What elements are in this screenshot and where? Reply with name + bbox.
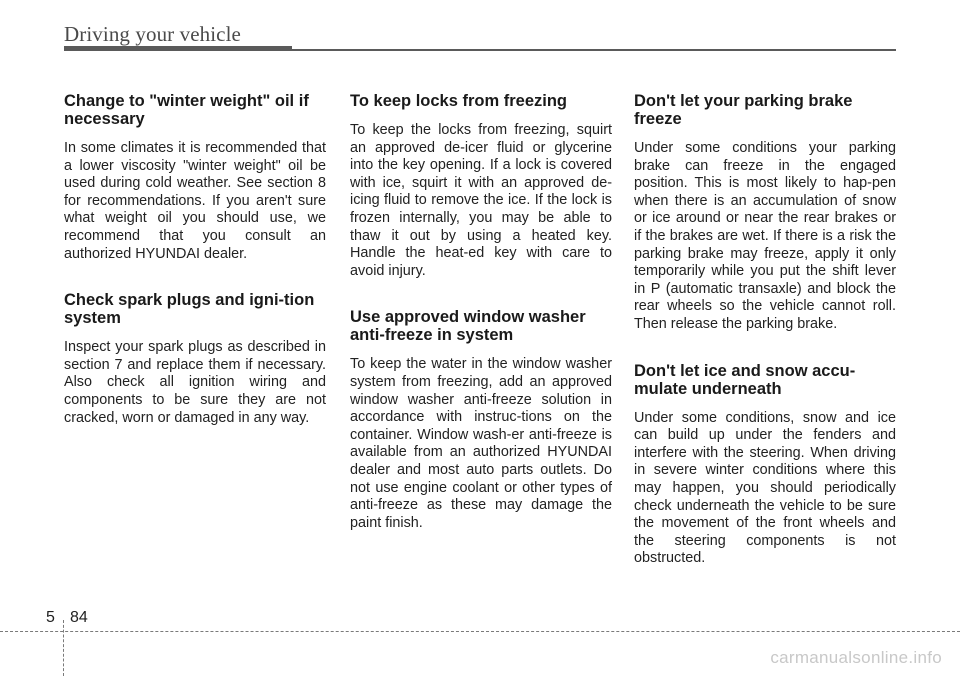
section-heading-washer: Use approved window washer anti-freeze in system [350,308,586,345]
section-body-locks: To keep the locks from freezing, squirt an approved de-icer fluid or glycerine into the key opening. If a lock is covered with ice, squirt it with an approved de-icing fluid to remove the ice. If the lock is frozen internally, you may be able to thaw it out by using a heated key. Handle the heat-ed key with care to avoid injury. [350,122,612,279]
column-2 [350,92,612,532]
column-3 [634,92,896,568]
header-rule-thin [292,49,896,51]
footer-rule [0,631,960,632]
section-body-winter-oil: In some climates it is recommended that a lower viscosity "winter weight" oil be used during cold weather. See section 8 for recommendations. If you aren't sure what weight oil you should use, we recommend that you consult an authorized HYUNDAI dealer. [64,140,326,262]
watermark: carmanualsonline.info [770,648,942,667]
section-heading-parking-brake: Don't let your parking brake freeze [634,92,853,128]
section-body-ice-snow: Under some conditions, snow and ice can build up under the fenders and interfere with the steering. When driving in severe winter conditions where this may happen, you should periodically check underneath the vehicle to be sure the movement of the front wheels and the steering components is not obstructed. [634,409,896,567]
section-body-washer: To keep the water in the window washer system from freezing, add an approved window washer anti-freeze solution in accordance with instruc-tions on the container. Window wash-er anti-freeze is available from an authorized HYUNDAI dealer and most auto parts outlets. Do not use engine coolant or other types of anti-freeze as these may damage the paint finish. [350,356,612,531]
header-rule-thick [64,46,292,51]
section-heading-spark-plugs: Check spark plugs and igni-tion system [64,291,315,328]
section-heading-winter-oil: Change to "winter weight" oil if necessary [64,92,309,128]
section-heading-locks: To keep locks from freezing [350,92,567,110]
section-heading-ice-snow: Don't let ice and snow accu-mulate underneath [634,361,856,398]
section-body-spark-plugs: Inspect your spark plugs as described in section 7 and replace them if necessary. Also check all ignition wiring and components to be sure they are not cracked, worn or damaged in any way. [64,339,326,426]
page-header-title: Driving your vehicle [64,22,241,46]
footer-divider [63,620,64,676]
section-body-parking-brake: Under some conditions your parking brake can freeze in the engaged position. This is most likely to hap-pen when there is an accumulation of snow or ice around or near the rear brakes or if the brakes are wet. If there is a risk the parking brake may freeze, apply it only temporarily while you put the shift lever in P (automatic transaxle) and block the rear wheels so the vehicle cannot roll. Then release the parking brake. [634,140,896,332]
page-number: 84 [70,609,88,626]
section-number: 5 [46,609,55,626]
column-1 [64,92,326,427]
